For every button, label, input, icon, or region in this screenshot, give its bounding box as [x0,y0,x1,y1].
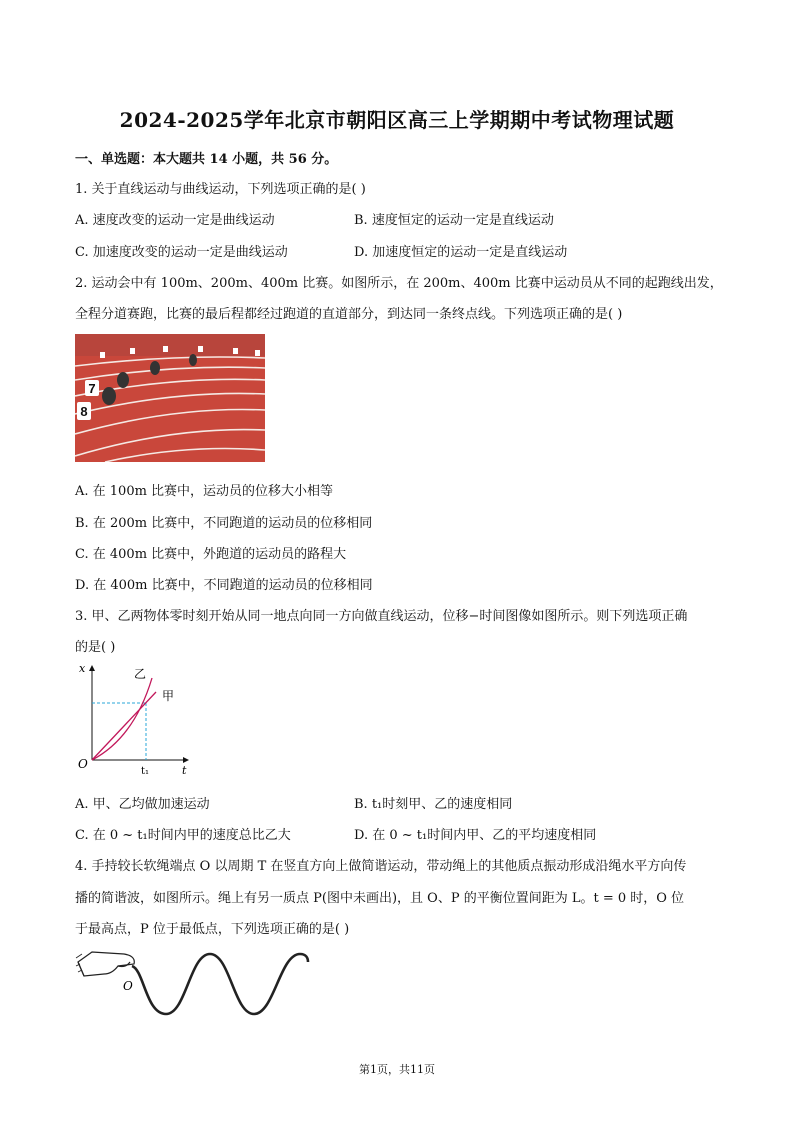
rope-end-label: O [123,979,133,993]
question-2-stem-line-1: 2. 运动会中有 100m、200m、400m 比赛。如图所示，在 200m、400m 比赛中运动员从不同的起跑线出发， [75,276,723,291]
running-track-photo [75,334,265,462]
label-jia: 甲 [162,689,175,703]
question-4-stem-line-3: 于最高点，P 位于最低点，下列选项正确的是( ) [75,922,350,937]
question-1-option-c: C. 加速度改变的运动一定是曲线运动 [75,245,288,260]
question-1-option-b: B. 速度恒定的运动一定是直线运动 [354,213,554,228]
curve-yi [92,678,152,760]
section-header: 一、单选题：本大题共 14 小题，共 56 分。 [75,152,338,167]
t1-label: t₁ [141,766,150,777]
question-3-stem-line-1: 3. 甲、乙两物体零时刻开始从同一地点向同一方向做直线运动，位移−时间图像如图所示。则下列选项正确 [75,609,688,624]
page-footer: 第1页，共11页 [359,1063,435,1076]
question-4-stem-line-1: 4. 手持较长软绳端点 O 以周期 T 在竖直方向上做简谐运动，带动绳上的其他质点振动形成沿绳水平方向传 [75,859,687,874]
position-time-graph [74,660,194,780]
question-2-stem-line-2: 全程分道赛跑，比赛的最后程都经过跑道的直道部分，到达同一条终点线。下列选项正确的是( ) [75,307,623,322]
x-axis-label: t [182,764,187,777]
lane-marker-8: 8 [80,404,88,419]
label-yi: 乙 [134,667,147,681]
rope-wave-figure [74,944,314,1022]
y-axis-label: x [79,662,86,675]
page-title: 2024-2025学年北京市朝阳区高三上学期期中考试物理试题 [119,108,675,132]
lane-marker-7: 7 [88,381,96,396]
question-2-option-b: B. 在 200m 比赛中，不同跑道的运动员的位移相同 [75,516,373,531]
question-2-option-c: C. 在 400m 比赛中，外跑道的运动员的路程大 [75,547,347,562]
question-1-option-d: D. 加速度恒定的运动一定是直线运动 [354,245,568,260]
origin-label: O [78,757,88,771]
question-2-option-a: A. 在 100m 比赛中，运动员的位移大小相等 [75,484,334,499]
question-1-option-a: A. 速度改变的运动一定是曲线运动 [75,213,275,228]
question-3-option-d: D. 在 0 ~ t₁时间内甲、乙的平均速度相同 [354,828,597,843]
question-1-stem: 1. 关于直线运动与曲线运动，下列选项正确的是( ) [75,182,366,197]
question-4-stem-line-2: 播的简谐波，如图所示。绳上有另一质点 P(图中未画出)，且 O、P 的平衡位置间距为 L。t = 0 时，O 位 [75,891,685,906]
question-3-option-a: A. 甲、乙均做加速运动 [75,797,210,812]
question-2-option-d: D. 在 400m 比赛中，不同跑道的运动员的位移相同 [75,578,373,593]
question-3-option-c: C. 在 0 ~ t₁时间内甲的速度总比乙大 [75,828,291,843]
question-3-stem-line-2: 的是( ) [75,640,116,655]
rope-wave [132,954,308,1014]
question-3-option-b: B. t₁时刻甲、乙的速度相同 [354,797,513,812]
hand-icon [76,952,134,976]
